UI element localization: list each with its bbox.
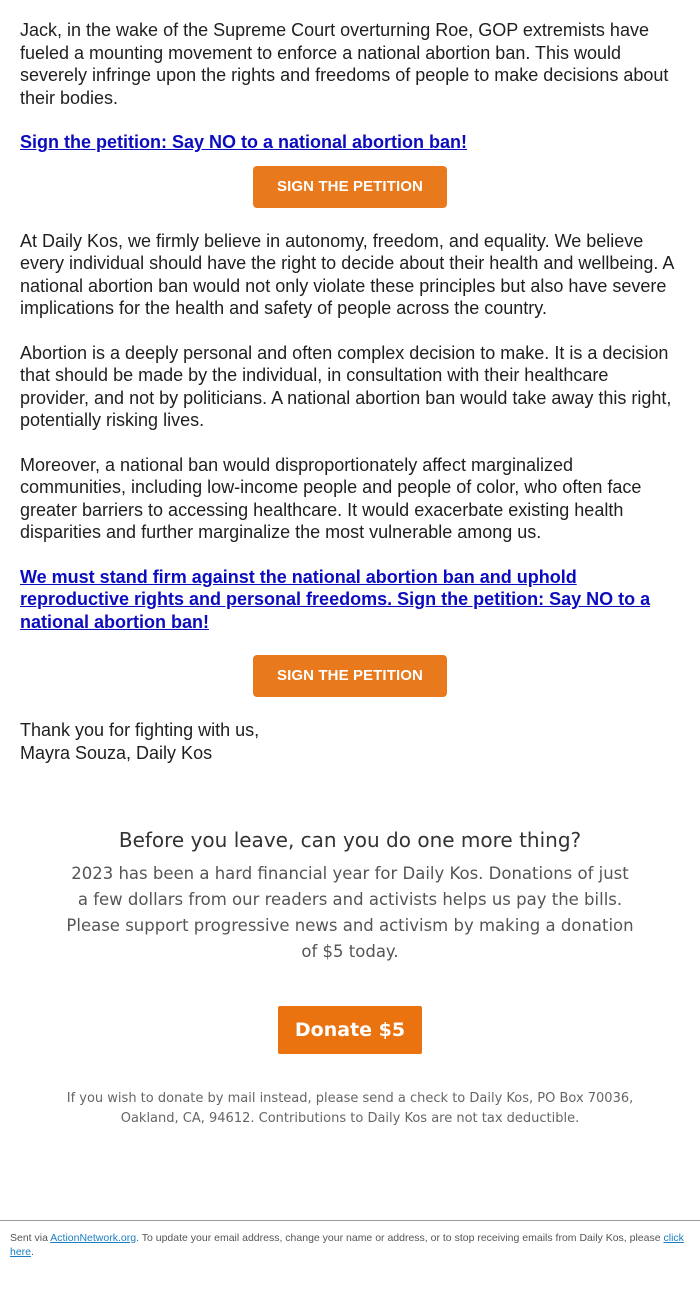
decision-paragraph: Abortion is a deeply personal and often complex decision to make. It is a decision that should be made by the individual, in consultation with their healthcare provider, and not by politicians. A national abortion ban would take away this right, potentially risking lives. <box>20 342 672 430</box>
marginalized-paragraph: Moreover, a national ban would disproportionately affect marginalized communities, including low-income people and people of color, who often face greater barriers to accessing healthcare. It would exacerbate existing health disparities and further marginalize the most vulnerable among us. <box>20 454 642 542</box>
appeal-title: Before you leave, can you do one more thing? <box>118 828 582 852</box>
mail-donation-note <box>0 1089 700 1129</box>
email-body <box>20 19 680 764</box>
mail-note-line-1: If you wish to donate by mail instead, please send a check to Daily Kos, PO Box 70036, <box>66 1091 634 1106</box>
unsubscribe-link[interactable]: click here <box>10 1232 684 1258</box>
footer-divider <box>0 1220 700 1221</box>
footer-update-text: . To update your email address, change your name or address, or to stop receiving emails from Daily Kos, please <box>136 1232 664 1244</box>
autonomy-paragraph: At Daily Kos, we firmly believe in autonomy, freedom, and equality. We believe every individual should have the right to decide about their health and wellbeing. A national abortion ban would not only violate these principles but also have severe implications for the health and safety of people across the country. <box>20 230 674 318</box>
donate-button[interactable]: Donate $5 <box>278 1006 422 1054</box>
footer <box>10 1231 690 1259</box>
donate-container <box>0 1006 700 1054</box>
signoff-thanks: Thank you for fighting with us, <box>20 720 260 740</box>
sign-petition-button-1[interactable]: SIGN THE PETITION <box>253 166 447 208</box>
footer-end: . <box>31 1246 34 1258</box>
sign-petition-button-2[interactable]: SIGN THE PETITION <box>253 655 447 697</box>
actionnetwork-link[interactable]: ActionNetwork.org <box>50 1232 137 1244</box>
mail-note-line-2: Oakland, CA, 94612. Contributions to Daily Kos are not tax deductible. <box>120 1111 580 1126</box>
appeal-body: 2023 has been a hard financial year for Daily Kos. Donations of just a few dollars from our readers and activists helps us pay the bills. Please support progressive news and activism by making a donation of $5 today. <box>66 864 634 961</box>
petition-link-1[interactable]: Sign the petition: Say NO to a national abortion ban! <box>20 132 468 152</box>
footer-sent-via: Sent via <box>10 1232 51 1244</box>
signoff-name: Mayra Souza, Daily Kos <box>20 742 213 763</box>
intro-paragraph: Jack, in the wake of the Supreme Court overturning Roe, GOP extremists have fueled a mounting movement to enforce a national abortion ban. This would severely infringe upon the rights and freedoms of people to make decisions about their bodies. <box>20 20 669 108</box>
donation-appeal <box>0 823 700 965</box>
petition-link-2[interactable]: We must stand firm against the national abortion ban and uphold reproductive rights and personal freedoms. Sign the petition: Say NO to a national abortion ban! <box>20 566 651 632</box>
